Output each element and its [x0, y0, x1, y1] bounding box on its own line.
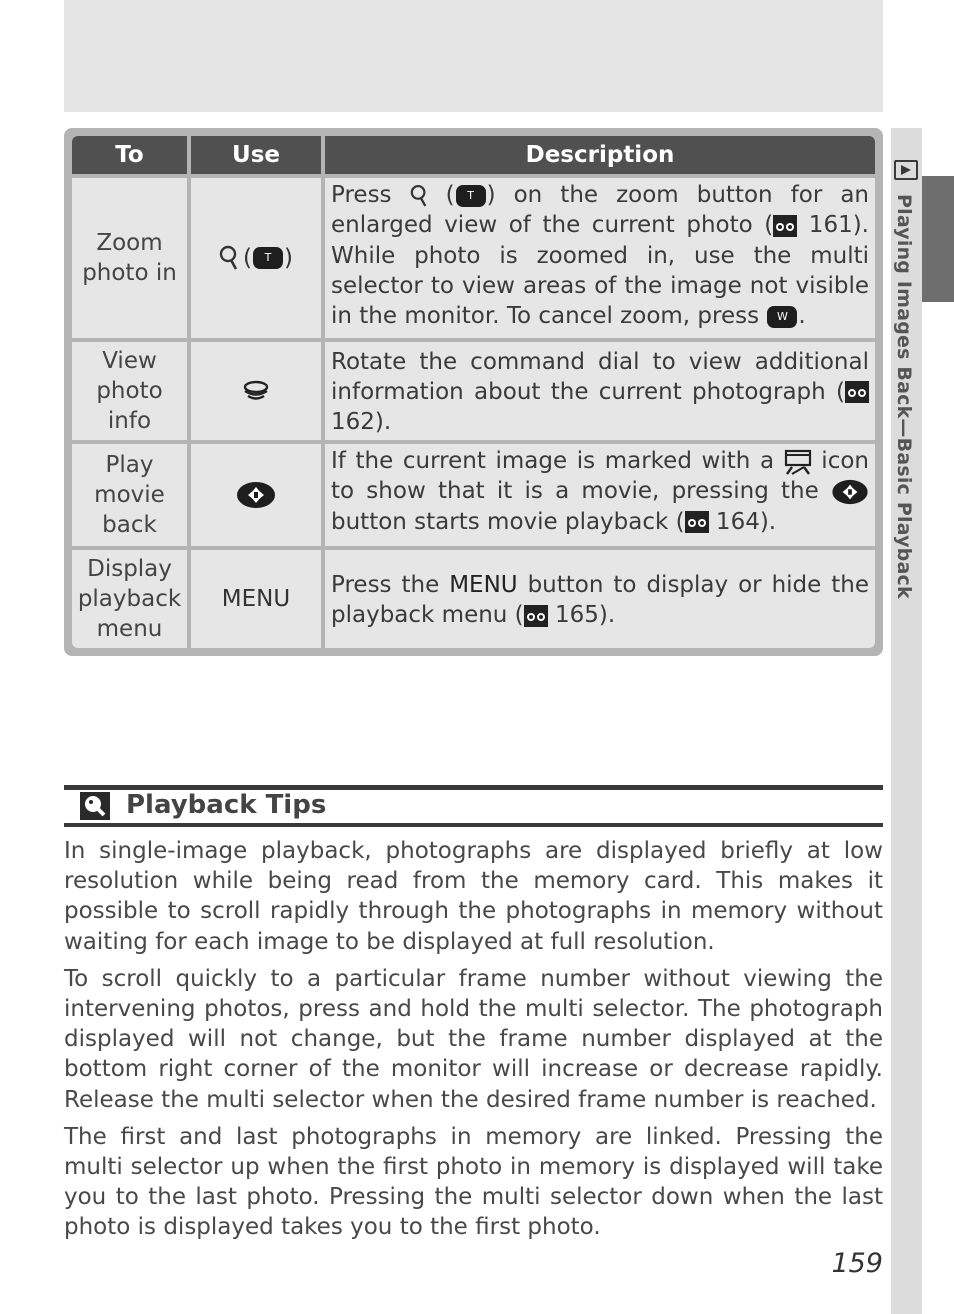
row-info-use	[191, 342, 321, 440]
controls-table	[64, 128, 883, 656]
page-reference-icon	[524, 605, 548, 627]
t-button-icon: T	[253, 247, 283, 269]
top-gray-band	[64, 0, 883, 112]
page-reference-icon	[773, 215, 797, 237]
row-movie-description: If the current image is marked with a icon to show that it is a movie, pressing the button starts movie playback ( 164).	[325, 444, 875, 546]
tip-lightbulb-icon	[80, 792, 110, 820]
row-menu-description: Press the MENU button to display or hide the playback menu ( 165).	[325, 550, 875, 648]
page-number: 159	[831, 1248, 883, 1279]
chapter-title: Playing Images Back—Basic Playback	[893, 194, 915, 599]
tips-paragraph: In single-image playback, photographs are displayed briefly at low resolution while being read from the memory card. This makes it possible to scroll rapidly through the photographs in memory without waiting for each image to be displayed at full resolution.	[64, 838, 883, 955]
page-reference-icon	[845, 381, 869, 403]
row-zoom-description: Press ( T ) on the zoom button for an enlarged view of the current photo ( 161). While photo is zoomed in, use the multi selector to view areas of the image not visible in the monitor. To cancel zoom, press W .	[325, 178, 875, 338]
playback-icon	[894, 160, 918, 180]
row-zoom-to: Zoom photo in	[72, 178, 187, 338]
row-menu-to: Display playback menu	[72, 550, 187, 648]
t-button-icon: T	[456, 185, 486, 207]
command-dial-icon	[242, 379, 270, 403]
movie-icon	[784, 449, 812, 475]
tips-body	[64, 836, 883, 1250]
multi-selector-center-icon	[236, 481, 276, 509]
row-movie-to: Play movie back	[72, 444, 187, 546]
header-description: Description	[325, 136, 875, 174]
tips-paragraph: To scroll quickly to a particular frame number without viewing the intervening photos, press and hold the multi selector. The photograph displayed will not change, but the frame number displayed at the bottom right corner of the monitor will increase or decrease rapidly. Release the multi selector when the desired frame number is reached.	[64, 965, 883, 1113]
chapter-tab-marker	[922, 176, 954, 302]
row-info-to: View photo info	[72, 342, 187, 440]
tips-paragraph: The first and last photographs in memory are linked. Pressing the multi selector up when the first photo in memory is displayed will take you to the last photo. Pressing the multi selector down when the last photo is displayed takes you to the first photo.	[64, 1123, 883, 1241]
row-menu-use: MENU	[191, 550, 321, 648]
row-zoom-use: ( T )	[191, 178, 321, 338]
page-reference-icon	[685, 511, 709, 533]
row-movie-use	[191, 444, 321, 546]
tips-title: Playback Tips	[126, 790, 327, 820]
header-use: Use	[191, 136, 321, 174]
row-info-description: Rotate the command dial to view additional information about the current photograph ( 162).	[325, 342, 875, 440]
zoom-magnifier-icon	[219, 245, 239, 271]
multi-selector-center-icon	[831, 479, 869, 505]
header-to: To	[72, 136, 187, 174]
w-button-icon: W	[767, 306, 797, 328]
zoom-magnifier-icon	[410, 184, 428, 208]
tips-rule-bottom	[64, 823, 883, 827]
